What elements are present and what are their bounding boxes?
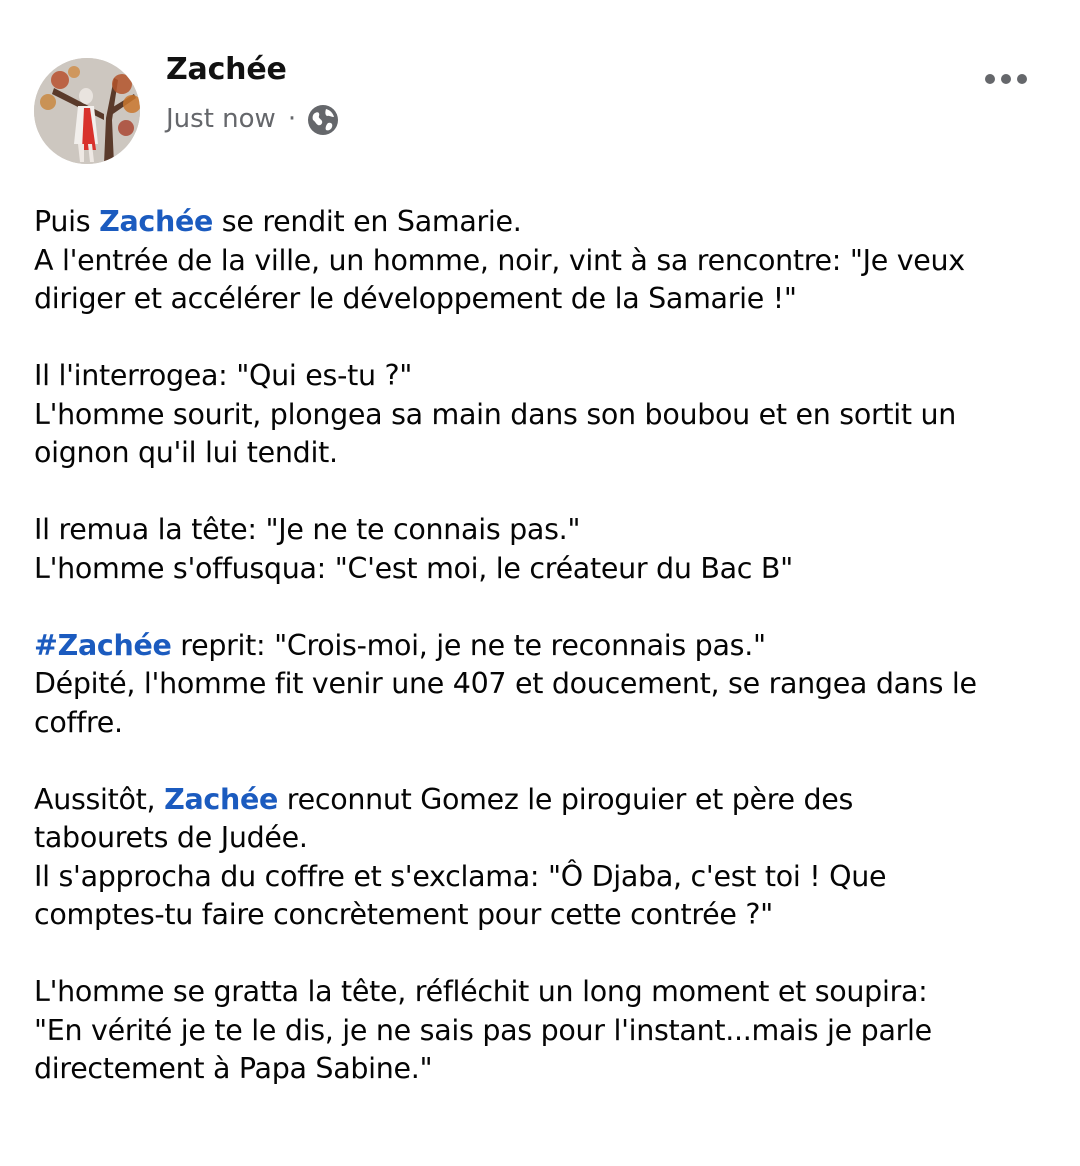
text-line: A l'entrée de la ville, un homme, noir, vint à sa rencontre: "Je veux [34, 243, 965, 277]
text-line: Dépité, l'homme fit venir une 407 et doucement, se rangea dans le [34, 667, 977, 700]
text-line: L'homme se gratta la tête, réfléchit un long moment et soupira: [34, 975, 928, 1008]
text-line: "En vérité je te le dis, je ne sais pas pour l'instant...mais je parle [34, 1013, 932, 1047]
text-line [34, 203, 1044, 242]
avatar[interactable] [34, 58, 140, 164]
globe-icon [306, 103, 340, 137]
text-line: diriger et accélérer le développement de la Samarie !" [34, 282, 797, 315]
timestamp[interactable]: Just now [166, 104, 276, 134]
mention-link[interactable]: Zachée [164, 782, 279, 816]
paragraph-5 [34, 781, 1044, 935]
paragraph-3 [34, 511, 1044, 588]
mention-link[interactable]: Zachée [99, 205, 214, 238]
text-line: Il l'interrogea: "Qui es-tu ?" [34, 359, 413, 392]
more-dot [1017, 74, 1027, 84]
paragraph-6 [34, 973, 1044, 1089]
post-body [34, 203, 1044, 1089]
paragraph-2 [34, 357, 1044, 473]
text-line: Il remua la tête: "Je ne te connais pas." [34, 513, 581, 546]
text-span: reprit: "Crois-moi, je ne te reconnais pas." [171, 628, 766, 662]
text-line: oignon qu'il lui tendit. [34, 436, 338, 469]
more-options-icon[interactable] [978, 62, 1034, 96]
more-dot [1001, 74, 1011, 84]
text-line [34, 781, 1044, 820]
text-span: Puis [34, 205, 100, 238]
text-line: directement à Papa Sabine." [34, 1052, 433, 1085]
author-name[interactable]: Zachée [166, 52, 287, 87]
post-meta [166, 100, 340, 138]
more-dot [985, 74, 995, 84]
paragraph-1 [34, 203, 1044, 319]
meta-separator: · [287, 104, 297, 134]
text-line: Il s'approcha du coffre et s'exclama: "Ô Djaba, c'est toi ! Que [34, 859, 887, 893]
post-header [0, 0, 1080, 180]
text-line: comptes-tu faire concrètement pour cette contrée ?" [34, 898, 773, 931]
text-span: se rendit en Samarie. [213, 205, 522, 238]
paragraph-4 [34, 627, 1044, 743]
text-line: L'homme s'offusqua: "C'est moi, le créateur du Bac B" [34, 551, 793, 585]
text-line: coffre. [34, 705, 123, 739]
text-line: tabourets de Judée. [34, 821, 308, 854]
text-line: L'homme sourit, plongea sa main dans son boubou et en sortit un [34, 397, 957, 431]
text-span: reconnut Gomez le piroguier et père des [278, 782, 854, 816]
text-line [34, 627, 1044, 666]
hashtag-link[interactable]: #Zachée [34, 628, 172, 662]
text-span: Aussitôt, [34, 782, 165, 816]
